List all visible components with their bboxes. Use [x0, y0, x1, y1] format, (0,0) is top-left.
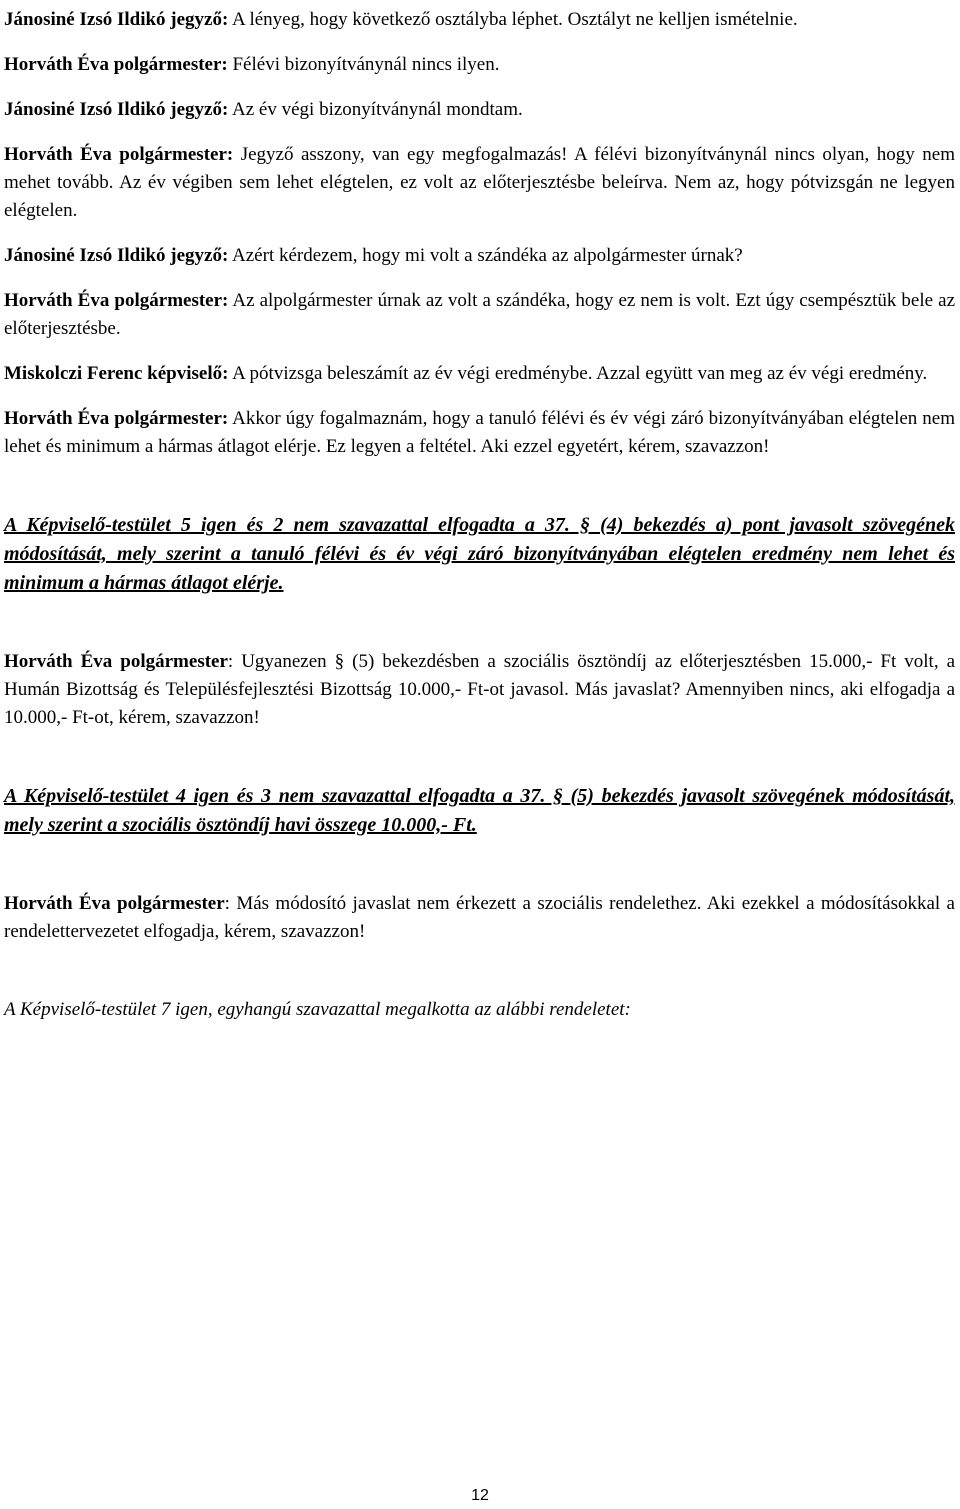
speech-text: Az év végi bizonyítványnál mondtam.: [228, 99, 523, 120]
speaker-name: Horváth Éva polgármester: [4, 651, 228, 672]
speech-text: A lényeg, hogy következő osztályba léphet. Osztályt ne kelljen ismételnie.: [228, 9, 798, 30]
speech-text: A pótvizsga beleszámít az év végi eredménybe. Azzal együtt van meg az év végi eredmény.: [228, 363, 928, 384]
paragraph-7: [4, 360, 955, 388]
speaker-name: Horváth Éva polgármester:: [4, 54, 228, 75]
paragraph-10: [4, 890, 955, 946]
paragraph-4: [4, 141, 955, 225]
paragraph-1: [4, 6, 955, 34]
resolution-1: A Képviselő-testület 5 igen és 2 nem szavazattal elfogadta a 37. § (4) bekezdés a) pont javasolt szövegének módosítását, mely szerint a tanuló félévi és év végi záró bizonyítványában elégtelen eredmény nem lehet és minimum a hármas átlagot elérje.: [4, 514, 955, 594]
paragraph-8: [4, 405, 955, 461]
speaker-name: Horváth Éva polgármester:: [4, 144, 234, 165]
paragraph-9: [4, 648, 955, 732]
document-page: [4, 6, 955, 1024]
resolution-2: A Képviselő-testület 4 igen és 3 nem szavazattal elfogadta a 37. § (5) bekezdés javasolt szövegének módosítását, mely szerint a szociális ösztöndíj havi összege 10.000,- Ft.: [4, 785, 955, 836]
speaker-name: Miskolczi Ferenc képviselő:: [4, 363, 229, 384]
resolution-3: A Képviselő-testület 7 igen, egyhangú szavazattal megalkotta az alábbi rendeletet:: [4, 999, 631, 1020]
speech-text: Azért kérdezem, hogy mi volt a szándéka az alpolgármester úrnak?: [228, 245, 743, 266]
speech-text: Az alpolgármester úrnak az volt a szándéka, hogy ez nem is volt. Ezt úgy csempésztük bele az előterjesztésbe.: [4, 290, 955, 339]
page-number: 12: [471, 1487, 489, 1504]
speaker-name: Horváth Éva polgármester:: [4, 408, 229, 429]
speaker-name: Jánosiné Izsó Ildikó jegyző:: [4, 9, 229, 30]
speaker-name: Jánosiné Izsó Ildikó jegyző:: [4, 245, 229, 266]
paragraph-6: [4, 287, 955, 343]
speech-text: Jegyző asszony, van egy megfogalmazás! A félévi bizonyítványnál nincs olyan, hogy nem mehet tovább. Az év végiben sem lehet elégtelen, ez volt az előterjesztésbe beleírva. Nem az, hogy pótvizsgán ne legyen elégtelen.: [4, 144, 956, 221]
speech-text: : Ugyanezen § (5) bekezdésben a szociális ösztöndíj az előterjesztésben 15.000,- Ft volt, a Humán Bizottság és Településfejlesztési Bizottság 10.000,- Ft-ot javasol. Más javaslat? Amennyiben nincs, aki elfogadja a 10.000,- Ft-ot, kérem, szavazzon!: [4, 651, 956, 728]
speaker-name: Jánosiné Izsó Ildikó jegyző:: [4, 99, 229, 120]
speech-text: Félévi bizonyítványnál nincs ilyen.: [227, 54, 500, 75]
speaker-name: Horváth Éva polgármester:: [4, 290, 229, 311]
speech-text: : Más módosító javaslat nem érkezett a szociális rendelethez. Aki ezekkel a módosításokkal a rendelettervezetet elfogadja, kérem, szavazzon!: [4, 893, 955, 942]
speaker-name: Horváth Éva polgármester: [4, 893, 225, 914]
paragraph-3: [4, 96, 955, 124]
speech-text: Akkor úgy fogalmaznám, hogy a tanuló félévi és év végi záró bizonyítványában elégtelen nem lehet és minimum a hármas átlagot elérje. Ez legyen a feltétel. Aki ezzel egyetért, kérem, szavazzon!: [4, 408, 956, 457]
paragraph-5: [4, 242, 955, 270]
paragraph-2: [4, 51, 955, 79]
